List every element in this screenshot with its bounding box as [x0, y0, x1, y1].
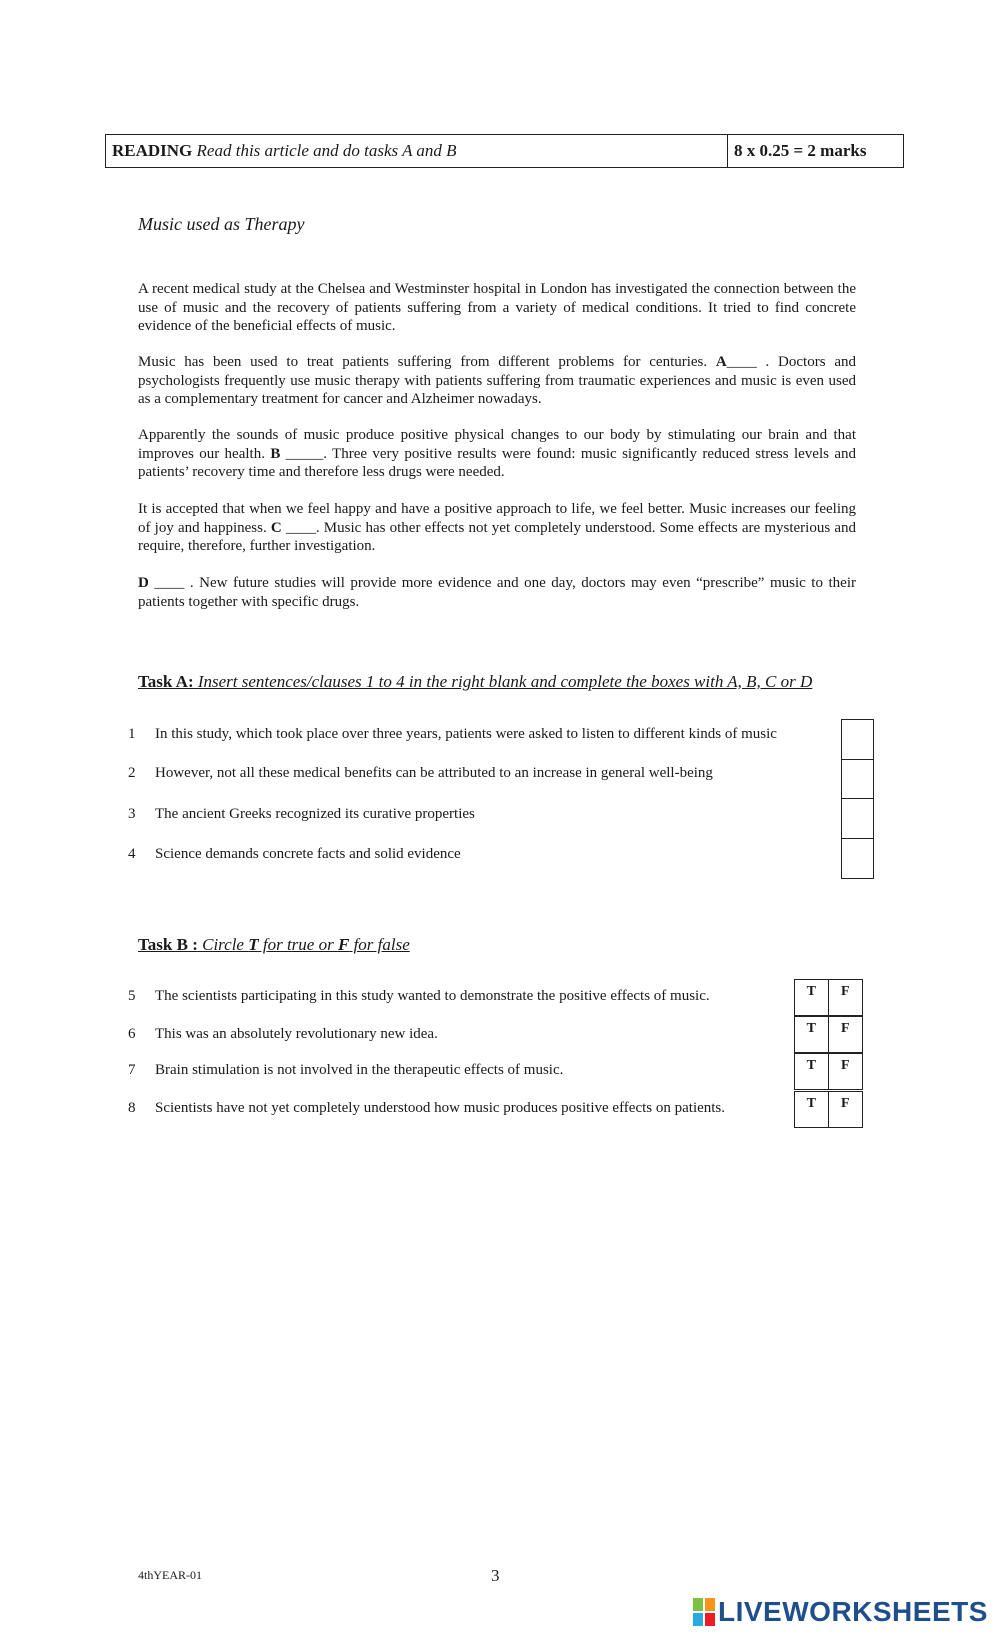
- task-b-heading: Task B : Circle T for true or F for false: [138, 935, 410, 954]
- true-option[interactable]: T: [795, 980, 829, 1015]
- gap-d: ____ . New future studies will provide more evidence and one day, doctors may even “prescribe” music to their patients together with specific drugs.: [138, 575, 856, 610]
- task-a-heading: Task A: Insert sentences/clauses 1 to 4 in the right blank and complete the boxes with A, B, C or D: [138, 672, 813, 691]
- reading-header-instruction: [106, 135, 728, 167]
- reading-header-box: [105, 134, 904, 168]
- gap-a: ____ . Doctors and psychologists frequently use music therapy with patients suffering from traumatic experiences and music is even used as a complementary treatment for cancer and Alzheimer nowadays.: [138, 354, 856, 408]
- task-b-item-number: 5: [128, 988, 136, 1004]
- true-option[interactable]: T: [795, 1054, 829, 1089]
- article-title: Music used as Therapy: [138, 214, 305, 234]
- gap-label-b: B: [270, 445, 281, 462]
- answer-box-4[interactable]: [842, 839, 873, 879]
- gap-label-a: A: [715, 354, 727, 370]
- task-b-item-text: Brain stimulation is not involved in the therapeutic effects of music.: [155, 1062, 564, 1078]
- task-b-item-text: The scientists participating in this study wanted to demonstrate the positive effects of music.: [155, 988, 710, 1004]
- article-paragraph-5: [138, 574, 856, 611]
- section-label: READING: [112, 141, 193, 160]
- task-a-answer-boxes: [841, 719, 874, 879]
- liveworksheets-icon: [693, 1598, 715, 1626]
- article-paragraph-1: A recent medical study at the Chelsea and Westminster hospital in London has investigated the connection between the use of music and the recovery of patients suffering from a variety of medical conditions. It tried to find concrete evidence of the beneficial effects of music.: [138, 281, 856, 335]
- logo-square-orange: [705, 1598, 715, 1611]
- tf-choice-row-5: [794, 979, 863, 1016]
- answer-box-1[interactable]: [842, 720, 873, 760]
- gap-label-c: C: [270, 519, 282, 536]
- task-a-item-number: 4: [128, 846, 136, 862]
- false-option[interactable]: F: [840, 1058, 850, 1073]
- logo-square-blue: [693, 1613, 703, 1626]
- article-paragraph-3: Apparently the sounds of music produce positive physical changes to our body by stimulating our brain and that improves our health. B _____. Three very positive results were found: music significantly reduced stress levels and patients’ recovery time and therefore less drugs were needed.: [138, 427, 856, 481]
- article-paragraph-4: It is accepted that when we feel happy and have a positive approach to life, we feel better. Music increases our feeling of joy and happiness. C ____. Music has other effects not yet completely understood. Some effects are mysterious and require, therefore, further investigation.: [138, 501, 856, 555]
- task-b-item-number: 8: [128, 1100, 136, 1116]
- gap-b: _____. Three very positive results were found: music significantly reduced stress levels and patients’ recovery time and therefore less drugs were needed.: [138, 445, 856, 481]
- task-b-item-text: Scientists have not yet completely understood how music produces positive effects on patients.: [155, 1100, 726, 1116]
- answer-box-3[interactable]: [842, 799, 873, 839]
- brand-name: LIVEWORKSHEETS: [718, 1596, 988, 1627]
- task-a-item-number: 2: [128, 765, 136, 781]
- logo-square-green: [693, 1598, 703, 1611]
- task-b-item-number: 7: [128, 1062, 136, 1078]
- marks-label: 8 x 0.25 = 2 marks: [734, 141, 867, 160]
- tf-choice-row-7: [794, 1053, 863, 1090]
- task-a-item-text: The ancient Greeks recognized its curative properties: [155, 806, 475, 822]
- true-option[interactable]: T: [795, 1017, 829, 1052]
- task-a-item-number: 3: [128, 806, 136, 822]
- article-paragraph-2: Music has been used to treat patients suffering from different problems for centuries. A____ . Doctors and psychologists frequently use music therapy with patients suffering from traumatic experiences and music is even used as a complementary treatment for cancer and Alzheimer nowadays.: [138, 354, 856, 408]
- instruction-text: Read this article and do tasks A and B: [196, 141, 457, 160]
- task-a-item-text: Science demands concrete facts and solid evidence: [155, 846, 461, 862]
- false-option[interactable]: F: [840, 1021, 850, 1036]
- task-a-item-text: In this study, which took place over three years, patients were asked to listen to different kinds of music: [155, 726, 777, 742]
- false-option[interactable]: F: [840, 984, 850, 999]
- liveworksheets-logo: [693, 1596, 988, 1628]
- false-option[interactable]: F: [840, 1096, 850, 1111]
- gap-label-d: D: [138, 575, 149, 591]
- answer-box-2[interactable]: [842, 760, 873, 800]
- tf-choice-row-6: [794, 1016, 863, 1053]
- task-b-item-number: 6: [128, 1026, 136, 1042]
- task-a-item-number: 1: [128, 726, 136, 742]
- true-option[interactable]: T: [795, 1092, 829, 1127]
- logo-square-red: [705, 1613, 715, 1626]
- gap-c: ____. Music has other effects not yet completely understood. Some effects are mysterious and require, therefore, further investigation.: [138, 519, 856, 555]
- footer-code: 4thYEAR-01: [138, 1568, 202, 1582]
- task-a-item-text: However, not all these medical benefits can be attributed to an increase in general well-being: [155, 765, 713, 781]
- task-b-item-text: This was an absolutely revolutionary new idea.: [155, 1026, 438, 1042]
- page-number: 3: [491, 1566, 500, 1585]
- tf-choice-row-8: [794, 1091, 863, 1128]
